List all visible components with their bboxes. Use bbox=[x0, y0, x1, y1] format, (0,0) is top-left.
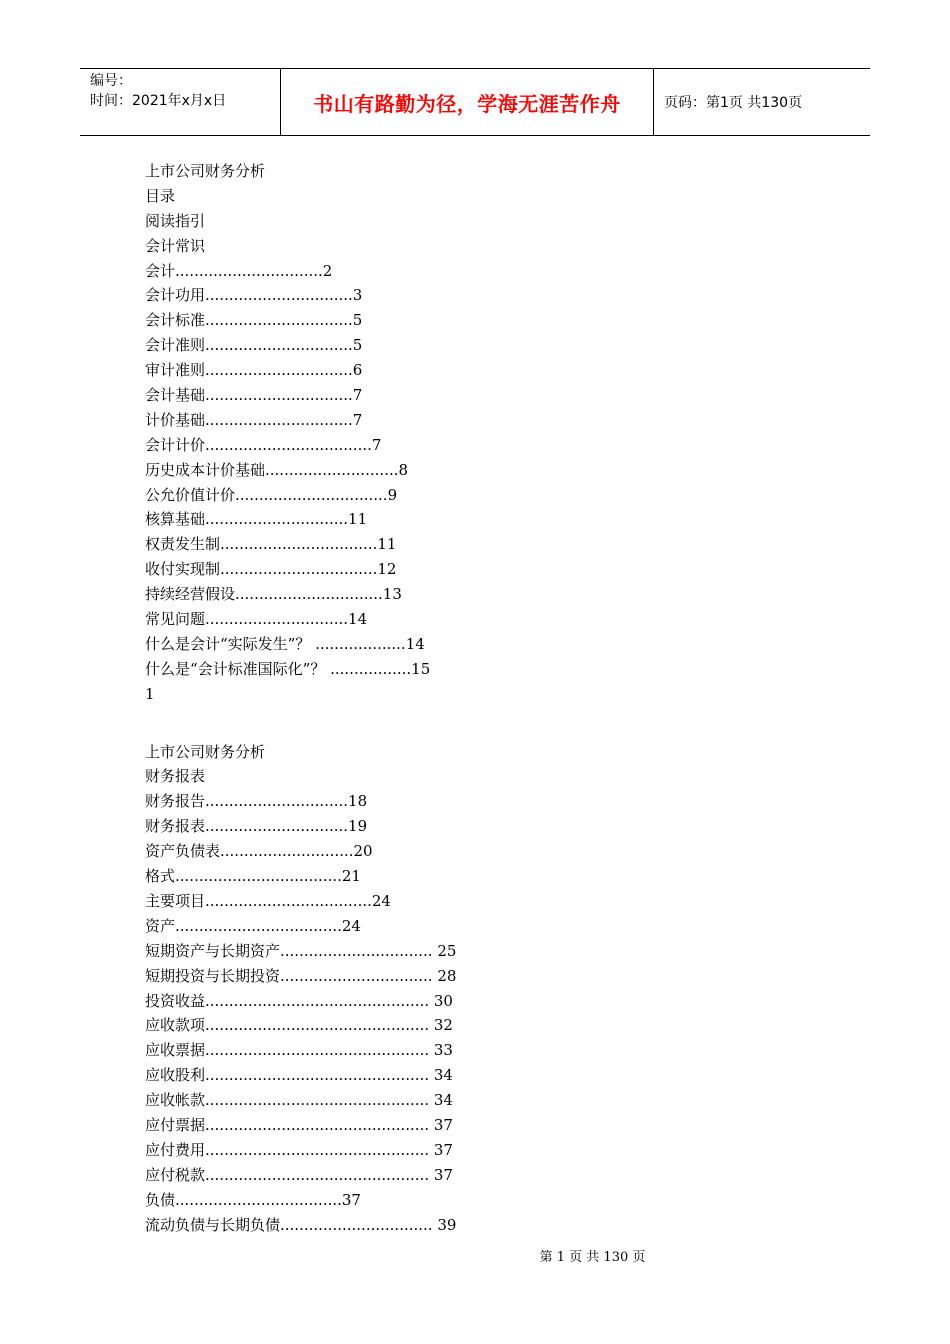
toc-entry: 财务报表..............................19 bbox=[145, 817, 368, 836]
toc-entry: 短期投资与长期投资................................ 28 bbox=[145, 966, 457, 985]
document-body bbox=[145, 159, 795, 1237]
toc-entry: 权责发生制.................................11 bbox=[145, 535, 397, 554]
toc-entry: 会计基础...............................7 bbox=[145, 386, 363, 405]
toc-entry: 常见问题..............................14 bbox=[145, 610, 368, 629]
toc-entry: 应付税款............................................... 37 bbox=[145, 1165, 453, 1184]
toc-entry: 什么是会计“实际发生”？ ...................14 bbox=[145, 634, 425, 653]
toc-entry: 会计标准...............................5 bbox=[145, 311, 363, 330]
toc-entry: 公允价值计价................................9 bbox=[145, 485, 398, 504]
toc-entry: 会计常识 bbox=[145, 236, 206, 255]
toc-entry: 应收股利............................................... 34 bbox=[145, 1066, 453, 1085]
toc-entry: 会计计价...................................7 bbox=[145, 435, 382, 454]
header-page-label: 页码：第1页 共130页 bbox=[664, 95, 803, 111]
page-footer: 第 1 页 共 130 页 bbox=[539, 1250, 646, 1265]
toc-entry: 投资收益............................................... 30 bbox=[145, 991, 453, 1010]
toc-entry: 会计准则...............................5 bbox=[145, 336, 363, 355]
toc-entry: 会计...............................2 bbox=[145, 261, 333, 280]
header-motto: 书山有路勤为径，学海无涯苦作舟 bbox=[313, 91, 621, 116]
document-time-label: 时间：2021年x月x日 bbox=[90, 93, 227, 109]
toc-entry: 核算基础..............................11 bbox=[145, 510, 368, 529]
toc-entry: 收付实现制.................................12 bbox=[145, 560, 397, 579]
toc-entry: 审计准则...............................6 bbox=[145, 361, 363, 380]
toc-entry: 历史成本计价基础............................8 bbox=[145, 460, 409, 479]
toc-entry: 财务报告..............................18 bbox=[145, 792, 368, 811]
toc-section-1 bbox=[145, 159, 795, 707]
toc-entry: 格式...................................21 bbox=[145, 867, 361, 886]
toc-heading: 目录 bbox=[145, 186, 176, 205]
inline-page-number: 1 bbox=[145, 684, 155, 703]
toc-entry: 应收款项............................................... 32 bbox=[145, 1016, 453, 1035]
section-gap bbox=[145, 707, 795, 740]
toc-entry: 负债...................................37 bbox=[145, 1190, 361, 1209]
toc-entry: 主要项目...................................24 bbox=[145, 891, 391, 910]
toc-entry: 应付费用............................................... 37 bbox=[145, 1140, 453, 1159]
toc-entry: 什么是“会计标准国际化”？ .................15 bbox=[145, 659, 431, 678]
toc-entry: 资产...................................24 bbox=[145, 916, 361, 935]
toc-entry: 会计功用...............................3 bbox=[145, 286, 363, 305]
toc-entry: 计价基础...............................7 bbox=[145, 410, 363, 429]
toc-entry: 资产负债表............................20 bbox=[145, 842, 373, 861]
doc-title: 上市公司财务分析 bbox=[145, 162, 266, 180]
document-number-label: 编号： bbox=[90, 73, 132, 89]
toc-entry: 流动负债与长期负债................................ 39 bbox=[145, 1215, 457, 1234]
header-page-cell bbox=[654, 69, 870, 135]
header-motto-cell bbox=[281, 69, 654, 135]
toc-heading: 财务报表 bbox=[145, 767, 206, 786]
toc-entry: 短期资产与长期资产................................ 25 bbox=[145, 941, 457, 960]
page-header bbox=[80, 68, 870, 136]
toc-section-2 bbox=[145, 740, 795, 1238]
toc-entry: 持续经营假设...............................13 bbox=[145, 585, 402, 604]
toc-entry: 应收票据............................................... 33 bbox=[145, 1041, 453, 1060]
doc-title: 上市公司财务分析 bbox=[145, 742, 266, 761]
toc-entry: 应收帐款............................................... 34 bbox=[145, 1091, 453, 1110]
toc-entry: 阅读指引 bbox=[145, 211, 206, 230]
header-meta bbox=[80, 69, 281, 135]
toc-entry: 应付票据............................................... 37 bbox=[145, 1115, 453, 1134]
